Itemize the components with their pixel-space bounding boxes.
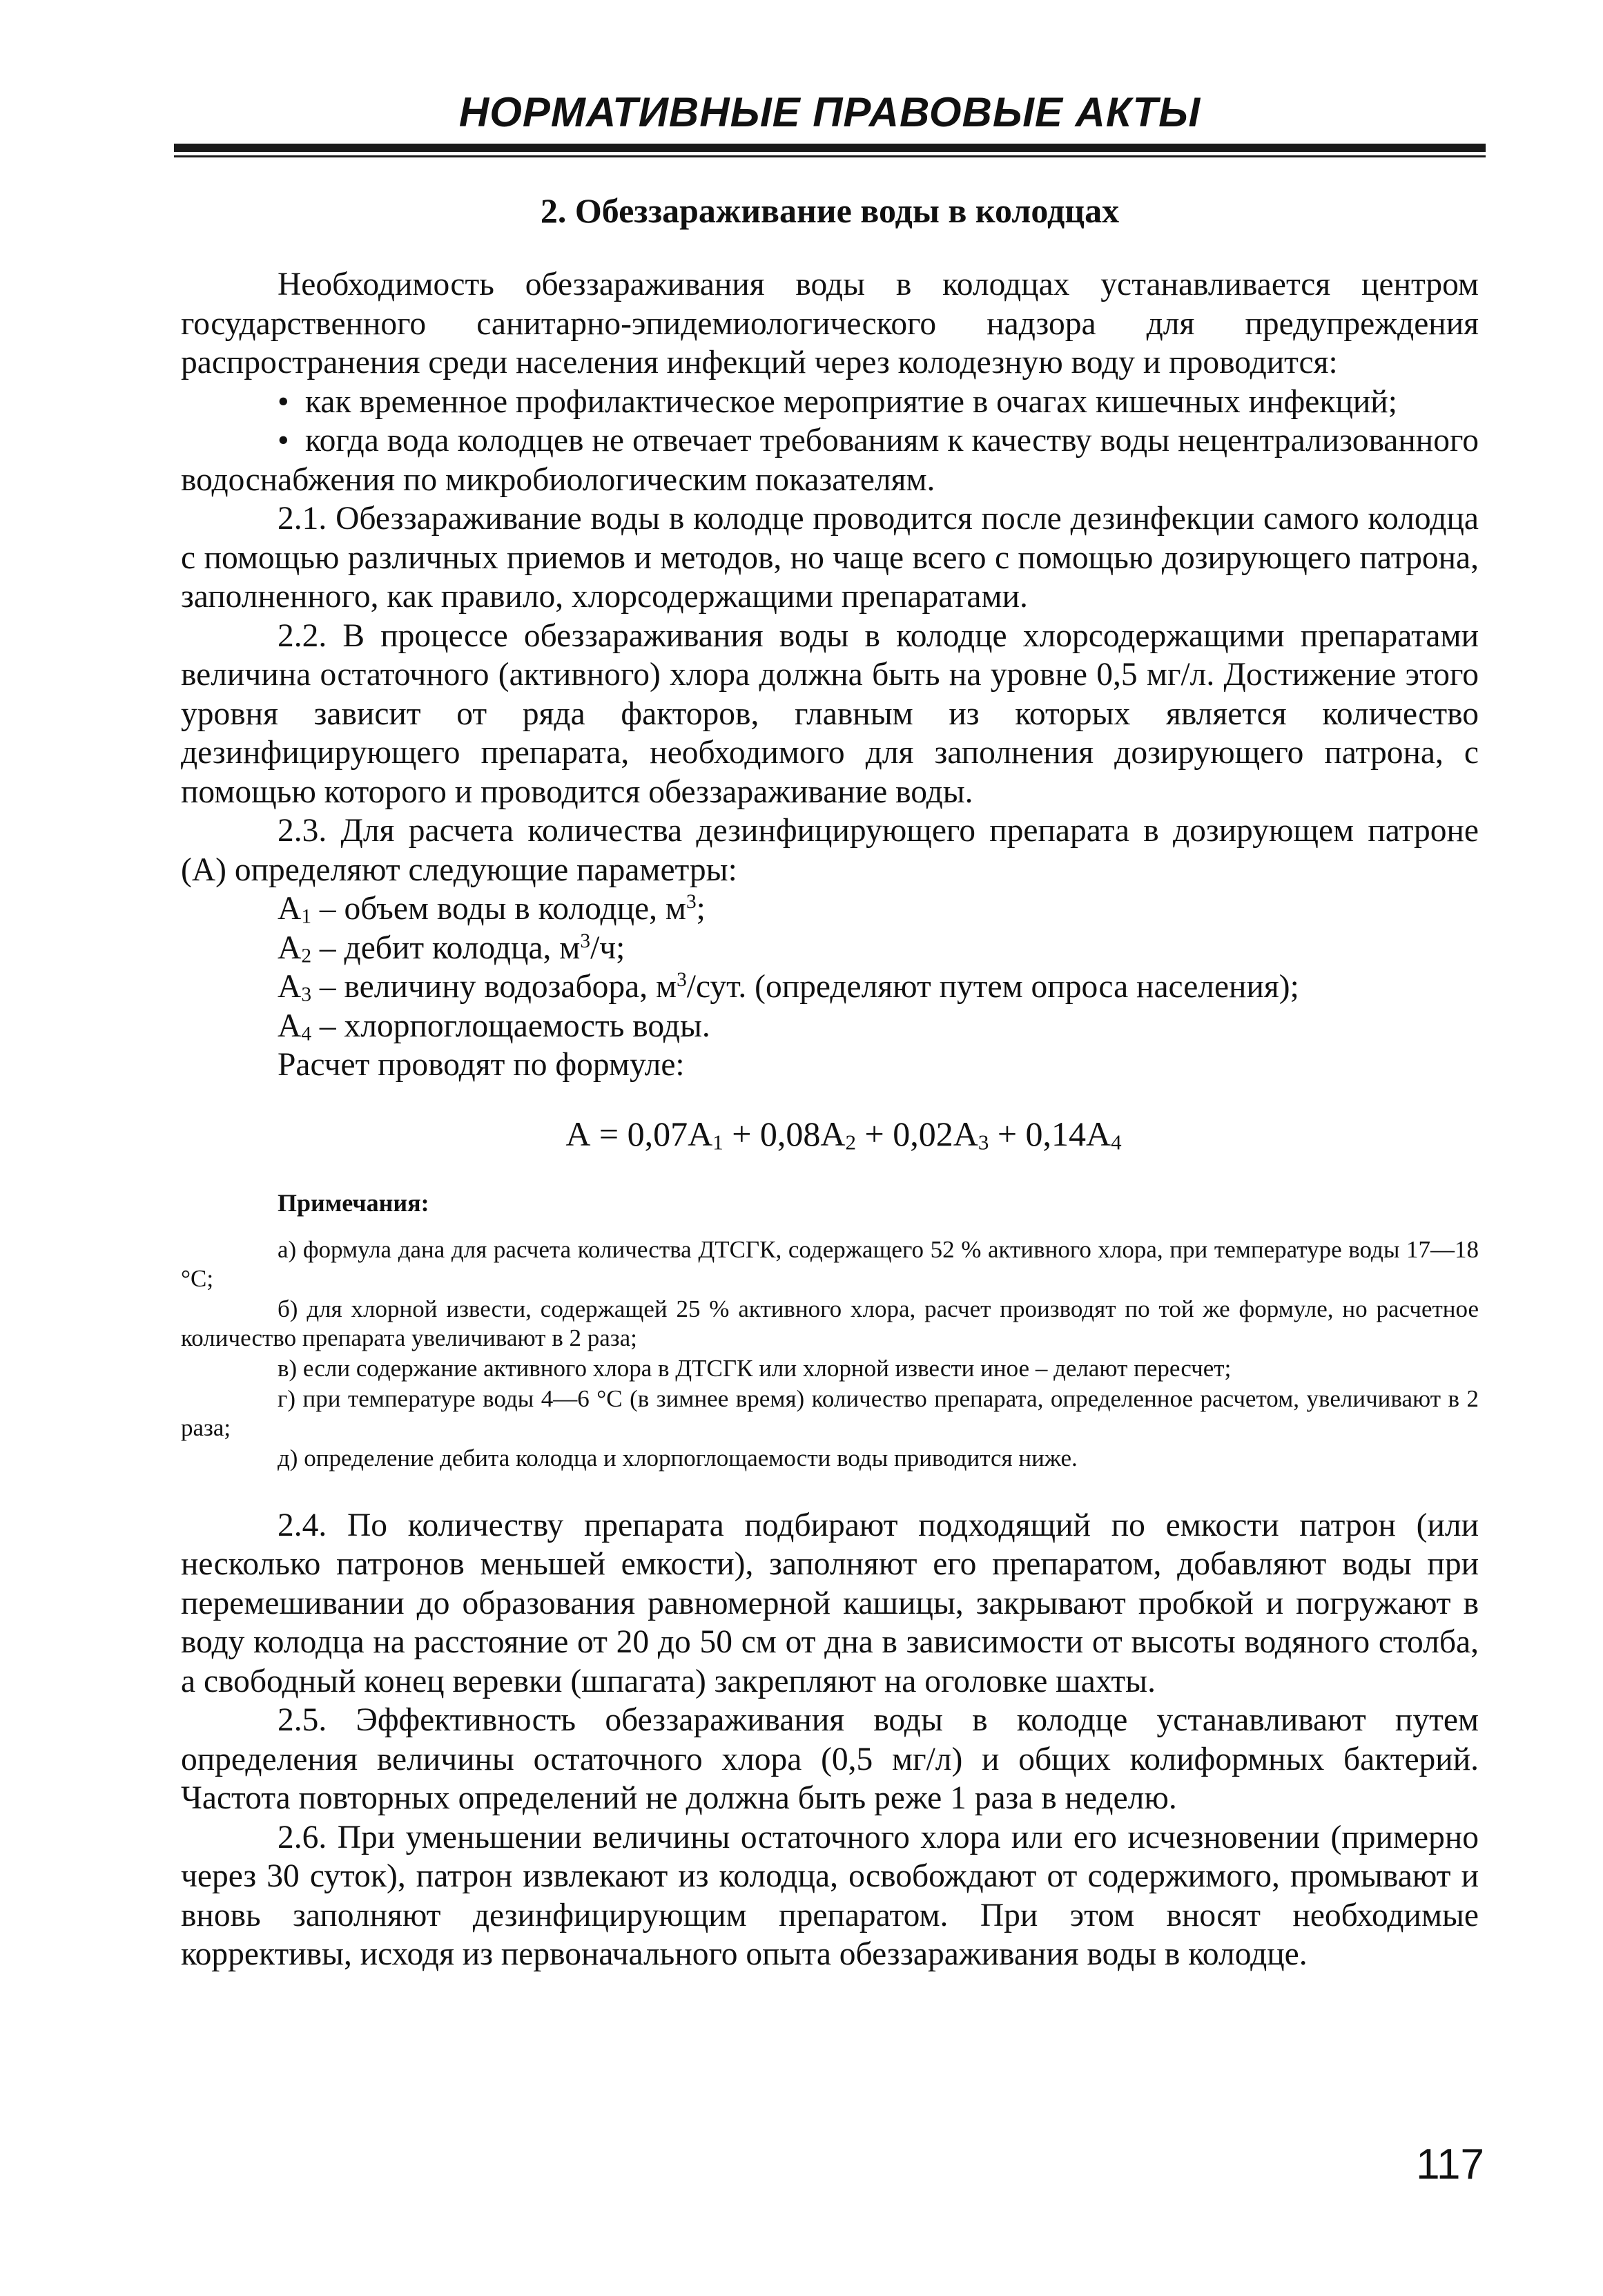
paragraph-2-1: 2.1. Обеззараживание воды в колодце проводится после дезинфекции самого колодца с помощью различных приемов и методов, но чаще всего с помощью дозирующего патрона, заполненного, как правило, хлорсодержащими препаратами.: [181, 501, 1479, 615]
parameter-line: $А_3$ – величину водозабора, $м^3$/сут. (определяют путем опроса населения);: [278, 968, 1299, 1006]
formula: $А = 0,07А_1 + 0,08А_2 + 0,02А_3 + 0,14А_4$: [565, 1114, 1122, 1155]
parameter-line: $А_4$ – хлорпоглощаемость воды.: [278, 1007, 710, 1045]
header-rule-thin: [174, 155, 1486, 157]
paragraph-2-6: 2.6. При уменьшении величины остаточного хлора или его исчезновении (примерно через 30 суток), патрон извлекают из колодца, освобождают от содержимого, промывают и вновь заполняют дезинфицирующим препаратом. При этом вносят необходимые коррективы, исходя из первоначального опыта обеззараживания воды в колодце.: [181, 1819, 1479, 1972]
header-rule-thick: [174, 144, 1486, 152]
note-item: д) определение дебита колодца и хлорпоглощаемости воды приводится ниже.: [278, 1444, 1078, 1472]
page-body: [181, 186, 1479, 1974]
header-title: НОРМАТИВНЫЕ ПРАВОВЫЕ АКТЫ: [458, 89, 1201, 135]
note-item: г) при температуре воды 4—6 °С (в зимнее время) количество препарата, определенное расчетом, увеличивают в 2 раза;: [181, 1385, 1479, 1441]
bullet-item: [181, 421, 1479, 499]
parameter-line: $А_1$ – объем воды в колодце, $м^3$;: [278, 890, 706, 928]
bullet-dot-icon: •: [278, 383, 289, 420]
paragraph-2-2: 2.2. В процессе обеззараживания воды в колодце хлорсодержащими препаратами величина остаточного (активного) хлора должна быть на уровне 0,5 мг/л. Достижение этого уровня зависит от ряда факторов, главным из которых является количество дезинфицирующего препарата, необходимого для заполнения дозирующего патрона, с помощью которого и проводится обеззараживание воды.: [181, 617, 1479, 810]
bullet-dot-icon: •: [278, 423, 289, 459]
parameter-line: $А_2$ – дебит колодца, $м^3/ч$;: [278, 929, 625, 967]
notes-title: Примечания:: [278, 1188, 429, 1217]
calculation-intro: Расчет проводят по формуле:: [278, 1047, 685, 1083]
bullet-text: когда вода колодцев не отвечает требованиям к качеству воды нецентрализованного водоснабжения по микробиологическим показателям.: [181, 423, 1479, 498]
notes-list: [181, 1235, 1479, 1473]
note-item: а) формула дана для расчета количества ДТСГК, содержащего 52 % активного хлора, при температуре воды 17—18 °С;: [181, 1235, 1479, 1292]
note-item: б) для хлорной извести, содержащей 25 % активного хлора, расчет производят по той же формуле, но расчетное количество препарата увеличивают в 2 раза;: [181, 1295, 1479, 1351]
paragraph-2-5: 2.5. Эффективность обеззараживания воды в колодце устанавливают путем определения величины остаточного хлора (0,5 мг/л) и общих колиформных бактерий. Частота повторных определений не должна быть реже 1 раза в неделю.: [181, 1702, 1479, 1816]
paragraph-2-3: 2.3. Для расчета количества дезинфицирующего препарата в дозирующем патроне (А) определяют следующие параметры:: [181, 813, 1479, 888]
bullet-text: как временное профилактическое мероприятие в очагах кишечных инфекций;: [305, 383, 1397, 420]
section-title: 2. Обеззараживание воды в колодцах: [540, 191, 1120, 230]
running-header: [174, 83, 1486, 159]
bullet-item: [181, 383, 1479, 422]
intro-paragraph: Необходимость обеззараживания воды в колодцах устанавливается центром государственного санитарно-эпидемиологического надзора для предупреждения распространения среди населения инфекций через колодезную воду и проводится:: [181, 267, 1479, 380]
paragraph-2-4: 2.4. По количеству препарата подбирают подходящий по емкости патрон (или несколько патронов меньшей емкости), заполняют его препаратом, добавляют воды при перемешивании до образования равномерной кашицы, закрывают пробкой и погружают в воду колодца на расстояние от 20 до 50 см от дна в зависимости от высоты водяного столба, а свободный конец веревки (шпагата) закрепляют на оголовке шахты.: [181, 1507, 1479, 1699]
note-item: в) если содержание активного хлора в ДТСГК или хлорной извести иное – делают пересчет;: [278, 1354, 1232, 1382]
page-number: 117: [1416, 2141, 1484, 2188]
